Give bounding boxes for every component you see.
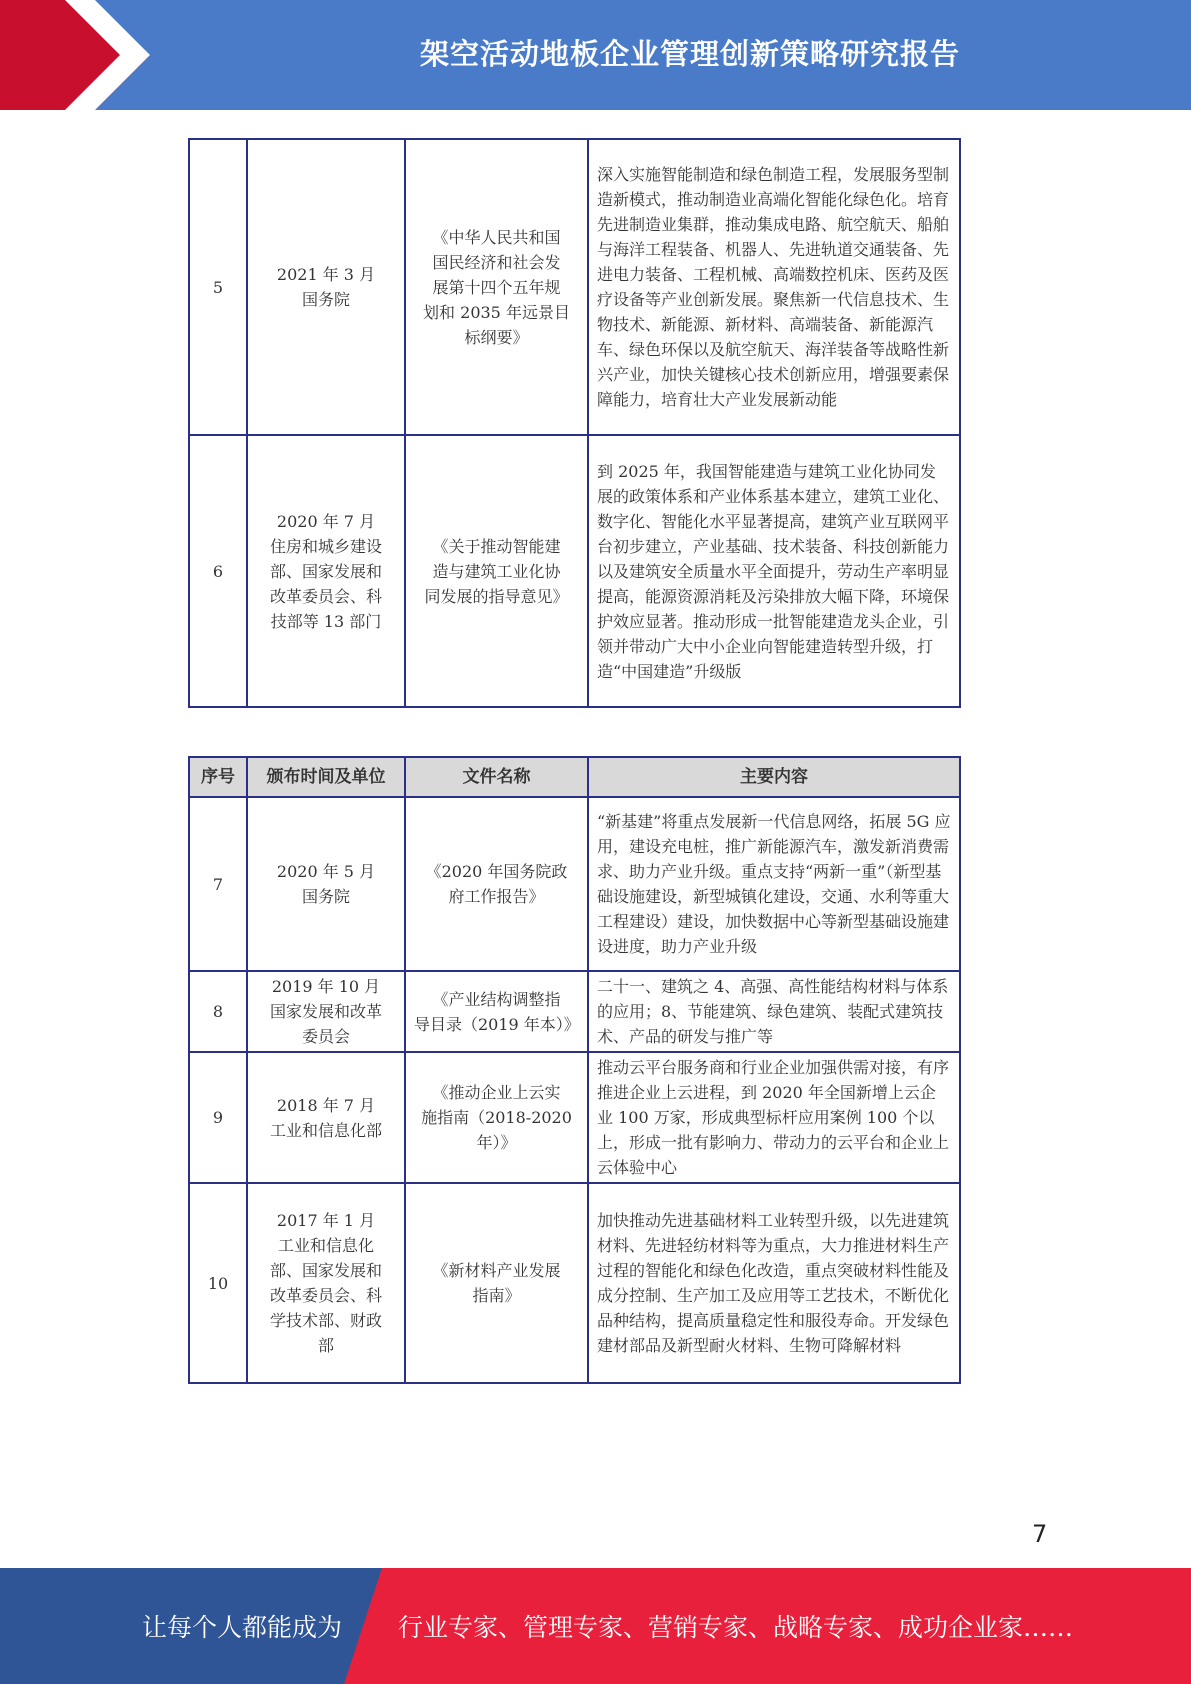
content-cell: 深入实施智能制造和绿色制造工程，发展服务型制造新模式，推动制造业高端化智能化绿色化。培育先进制造业集群，推动集成电路、航空航天、船舶与海洋工程装备、机器人、先进轨道交通装备、先进电力装备、工程机械、高端数控机床、医药及医疗设备等产业创新发展。聚焦新一代信息技术、生物技术、新能源、新材料、高端装备、新能源汽车、绿色环保以及航空航天、海洋装备等战略性新兴产业，加快关键核心技术创新应用，增强要素保障能力，培育壮大产业发展新动能 (588, 139, 960, 435)
doc-line: 划和 2035 年远景目 (423, 302, 570, 322)
footer-slogan-left: 让每个人都能成为 (142, 1613, 343, 1642)
row-number: 8 (189, 971, 247, 1052)
doc-line: 造与建筑工业化协 (432, 561, 561, 581)
row-number: 6 (189, 435, 247, 707)
issued-line: 部、国家发展和 (269, 561, 382, 581)
header-document: 文件名称 (405, 757, 588, 797)
report-title: 架空活动地板企业管理创新策略研究报告 (419, 37, 960, 71)
content-cell: 推动云平台服务商和行业企业加强供需对接，有序推进企业上云进程，到 2020 年全国新增上云企业 100 万家，形成典型标杆应用案例 100 个以上，形成一批有影响力、带动力的云平台和企业上云体验中心 (588, 1052, 960, 1183)
content-cell: 到 2025 年，我国智能建造与建筑工业化协同发展的政策体系和产业体系基本建立，建筑工业化、数字化、智能化水平显著提高，建筑产业互联网平台初步建立，产业基础、技术装备、科技创新能力以及建筑安全质量水平全面提升，劳动生产率明显提高，能源资源消耗及污染排放大幅下降，环境保护效应显著。推动形成一批智能建造龙头企业，引领并带动广大中小企业向智能建造转型升级，打造“中国建造”升级版 (588, 435, 960, 707)
doc-line: 国民经济和社会发 (432, 252, 561, 272)
doc-line: 展第十四个五年规 (432, 277, 561, 297)
doc-line: 府工作报告》 (448, 887, 545, 906)
issued-line: 学技术部、财政 (269, 1311, 382, 1330)
table-row (189, 1183, 960, 1383)
document-cell (405, 971, 588, 1052)
issued-cell (247, 1183, 405, 1383)
issued-line: 国务院 (301, 887, 350, 906)
row-number: 5 (189, 139, 247, 435)
doc-line: 指南》 (472, 1286, 521, 1305)
row-number: 9 (189, 1052, 247, 1183)
table-row (189, 1052, 960, 1183)
doc-line: 同发展的指导意见》 (424, 586, 569, 606)
page-header (0, 0, 1191, 110)
doc-line: 《新材料产业发展 (432, 1261, 561, 1280)
policy-table-continued (188, 138, 961, 708)
row-number: 10 (189, 1183, 247, 1383)
issued-line: 2018 年 7 月 (276, 1095, 376, 1115)
document-cell (405, 139, 588, 435)
row-number: 7 (189, 797, 247, 971)
issued-line: 改革委员会、科 (269, 1286, 382, 1305)
table-header-row (189, 757, 960, 797)
content-cell: 二十一、建筑之 4、高强、高性能结构材料与体系的应用；8、节能建筑、绿色建筑、装配式建筑技术、产品的研发与推广等 (588, 971, 960, 1052)
issued-line: 工业和信息化 (277, 1236, 374, 1255)
issued-line: 国务院 (301, 290, 350, 309)
document-cell (405, 1052, 588, 1183)
issued-line: 2021 年 3 月 (276, 265, 376, 284)
issued-cell (247, 797, 405, 971)
document-cell (405, 797, 588, 971)
issued-line: 部、国家发展和 (269, 1261, 382, 1280)
doc-line: 《关于推动智能建 (432, 536, 561, 556)
issued-line: 住房和城乡建设 (269, 536, 382, 556)
header-number: 序号 (189, 757, 247, 797)
doc-line: 《中华人民共和国 (432, 227, 561, 247)
issued-cell (247, 971, 405, 1052)
doc-line: 导目录（2019 年本）》 (414, 1014, 580, 1034)
doc-line: 《产业结构调整指 (432, 989, 561, 1009)
issued-cell (247, 139, 405, 435)
issued-line: 委员会 (301, 1027, 350, 1046)
footer-slogan-right: 行业专家、管理专家、营销专家、战略专家、成功企业家…… (398, 1613, 1074, 1642)
issued-line: 2020 年 5 月 (276, 862, 376, 881)
document-cell (405, 1183, 588, 1383)
issued-line: 2020 年 7 月 (276, 511, 376, 531)
table-row (189, 139, 960, 435)
table-row (189, 435, 960, 707)
header-issued: 颁布时间及单位 (247, 757, 405, 797)
issued-cell (247, 435, 405, 707)
issued-line: 2017 年 1 月 (276, 1211, 376, 1230)
page-number: 7 (1032, 1520, 1048, 1548)
content-cell: “新基建”将重点发展新一代信息网络，拓展 5G 应用，建设充电桩，推广新能源汽车，激发新消费需求、助力产业升级。重点支持“两新一重”（新型基础设施建设，新型城镇化建设，交通、水利等重大工程建设）建设，加快数据中心等新型基础设施建设进度，助力产业升级 (588, 797, 960, 971)
table-row (189, 971, 960, 1052)
page-footer (0, 1568, 1191, 1684)
doc-line: 《2020 年国务院政 (425, 862, 568, 881)
doc-line: 《推动企业上云实 (432, 1083, 561, 1102)
issued-line: 2019 年 10 月 (271, 977, 381, 996)
doc-line: 施指南（2018-2020 (421, 1108, 572, 1127)
content-cell: 加快推动先进基础材料工业转型升级，以先进建筑材料、先进轻纺材料等为重点，大力推进材料生产过程的智能化和绿色化改造，重点突破材料性能及成分控制、生产加工及应用等工艺技术，不断优化品种结构，提高质量稳定性和服役寿命。开发绿色建材部品及新型耐火材料、生物可降解材料 (588, 1183, 960, 1383)
issued-line: 技部等 13 部门 (270, 611, 382, 631)
document-cell (405, 435, 588, 707)
issued-line: 部 (317, 1336, 334, 1355)
issued-line: 国家发展和改革 (269, 1002, 382, 1021)
table-row (189, 797, 960, 971)
doc-line: 年）》 (476, 1133, 517, 1152)
issued-line: 改革委员会、科 (269, 586, 382, 606)
issued-line: 工业和信息化部 (269, 1120, 382, 1140)
doc-line: 标纲要》 (464, 327, 529, 347)
issued-cell (247, 1052, 405, 1183)
policy-table (188, 756, 961, 1384)
header-content: 主要内容 (588, 757, 960, 797)
